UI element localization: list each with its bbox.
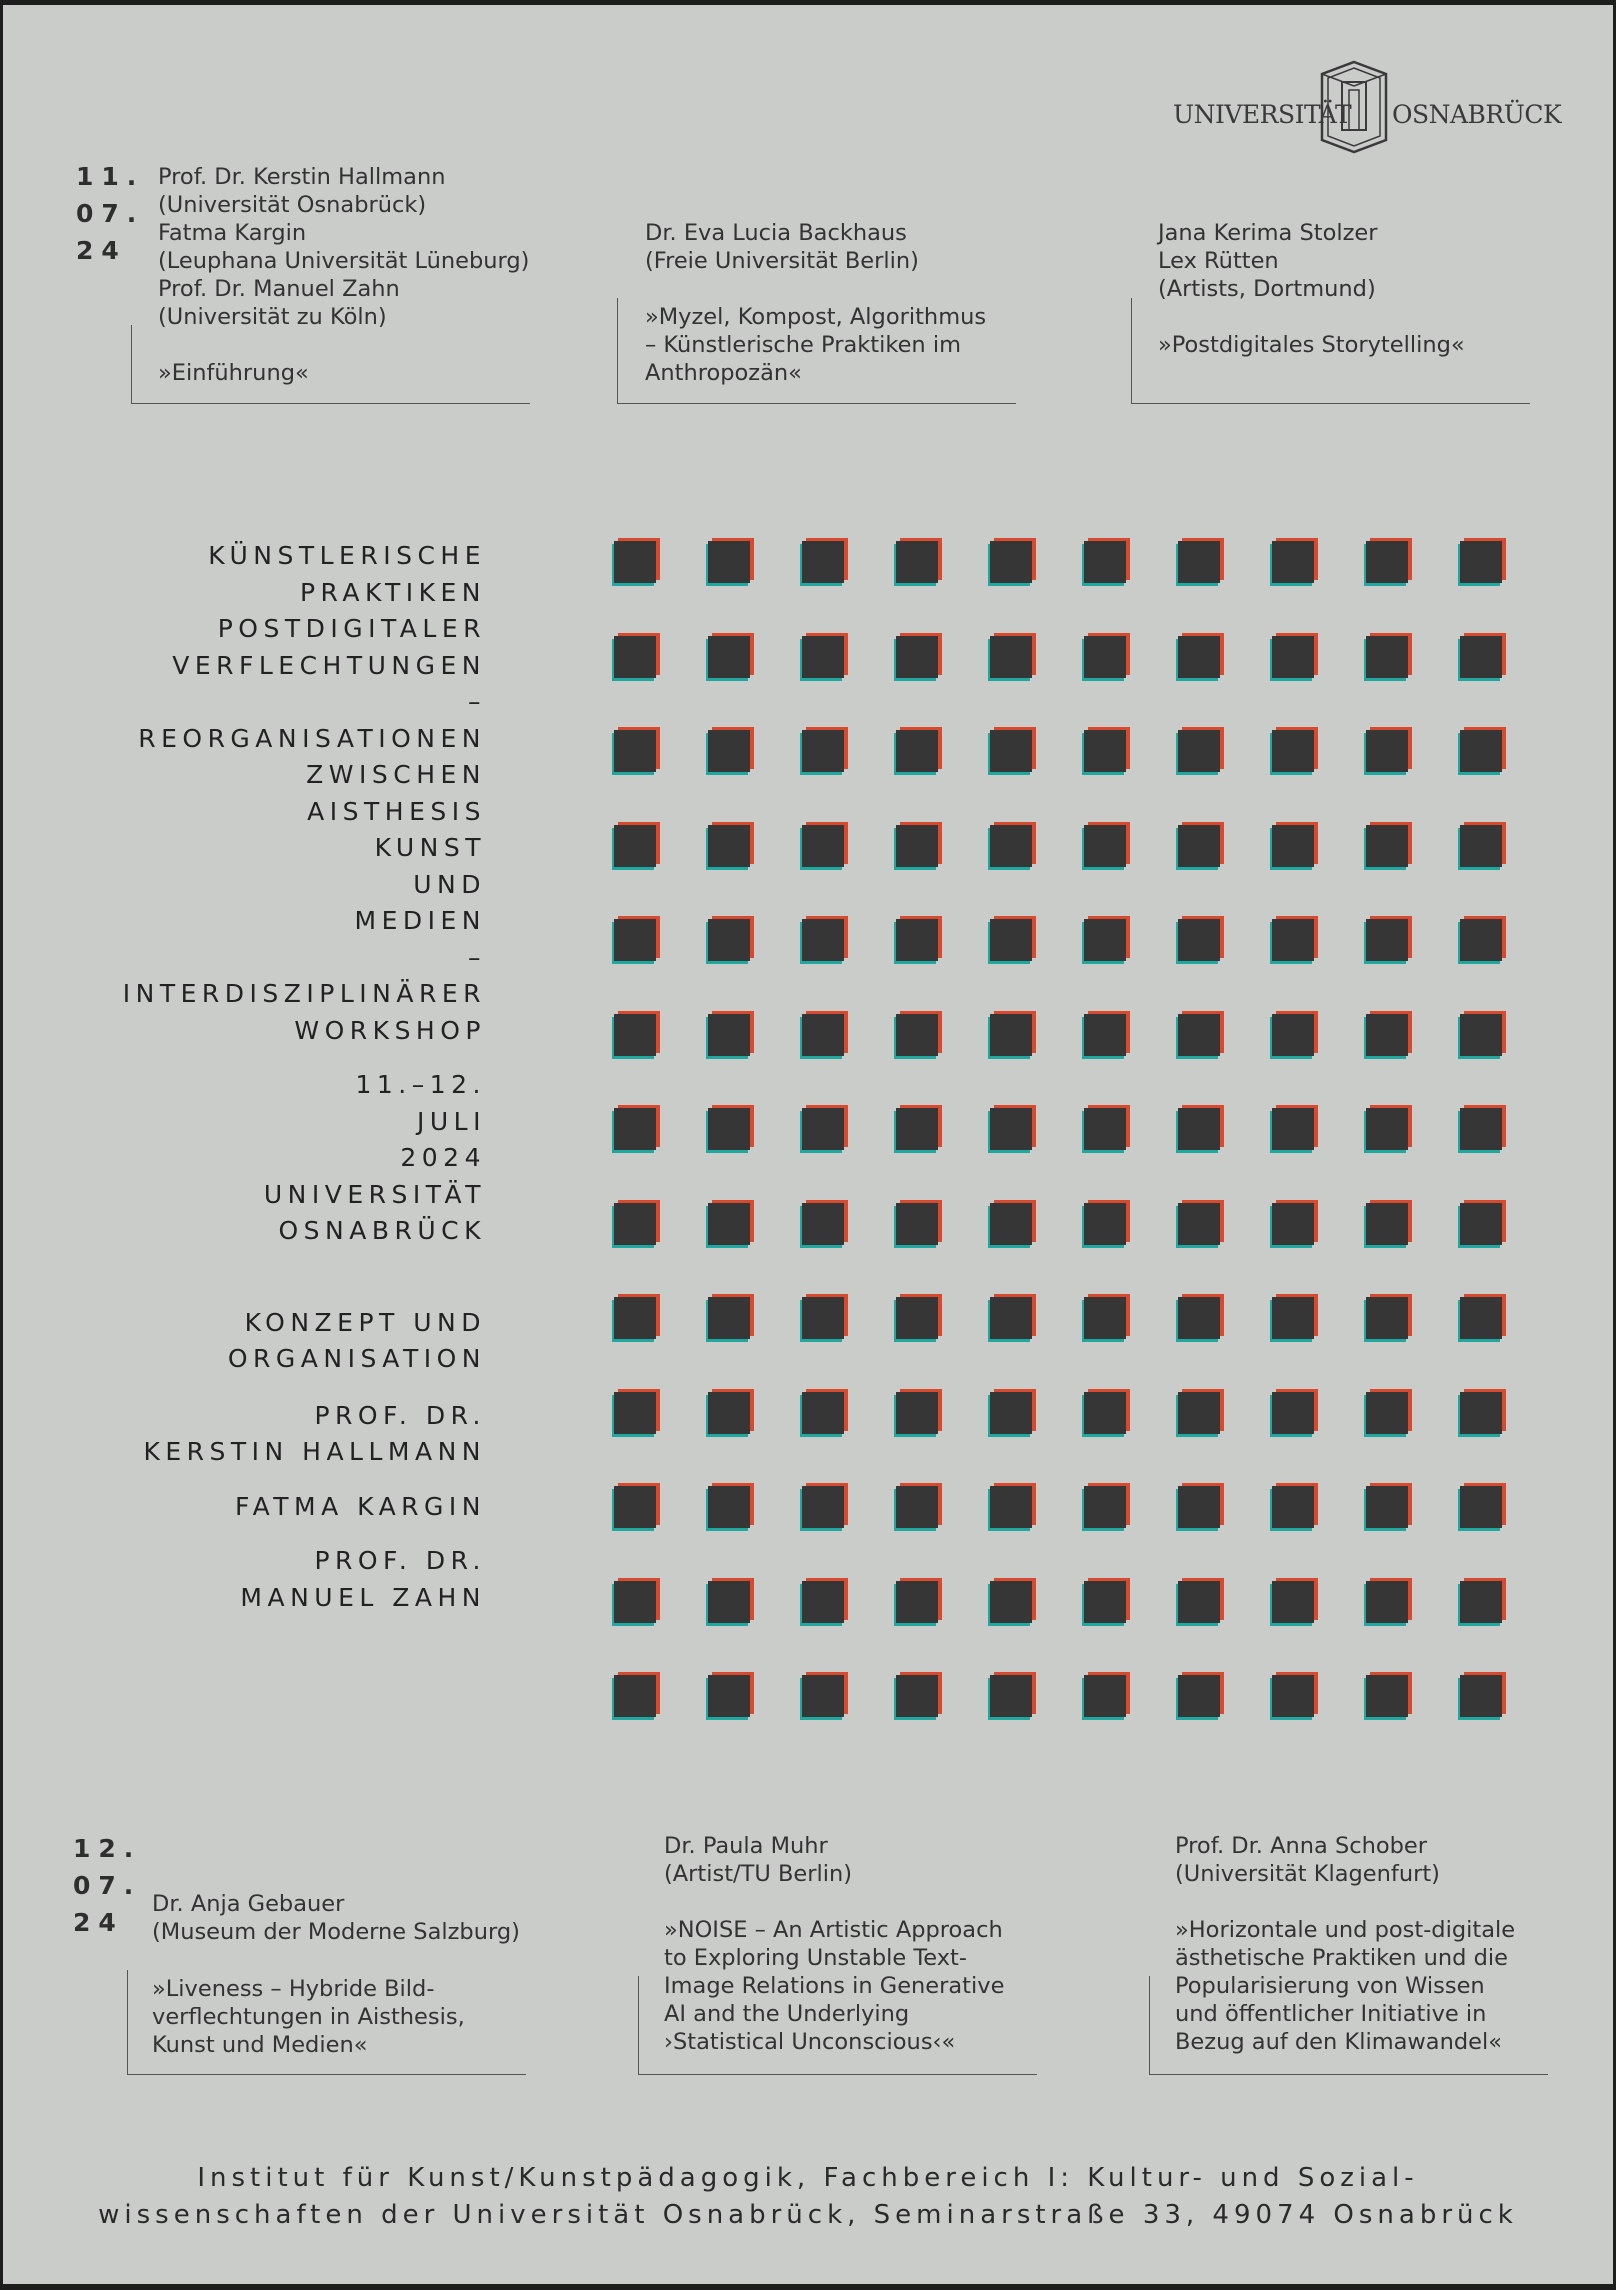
- title-line: PRAKTIKEN: [299, 577, 486, 607]
- pattern-square: [614, 541, 656, 583]
- talk-title: – Künstlerische Praktiken im: [645, 332, 962, 358]
- pattern-square: [1460, 730, 1502, 772]
- pattern-square: [1460, 1203, 1502, 1245]
- organizer-name: PROF. DR.: [314, 1546, 486, 1575]
- pattern-square: [1272, 1675, 1314, 1717]
- date-month: 07.: [73, 1871, 142, 1900]
- pattern-square: [1460, 1297, 1502, 1339]
- pattern-square: [802, 1581, 844, 1623]
- talk-title: »Myzel, Kompost, Algorithmus: [645, 304, 987, 330]
- session-bracket: [1149, 1976, 1548, 2075]
- concept-heading: ORGANISATION: [227, 1344, 486, 1373]
- pattern-square: [1366, 1108, 1408, 1150]
- pattern-square: [614, 1203, 656, 1245]
- day1-date: [76, 158, 144, 269]
- pattern-square: [896, 541, 938, 583]
- pattern-square: [990, 1392, 1032, 1434]
- speaker-line: (Universität Osnabrück): [158, 192, 427, 218]
- speaker-line: (Museum der Moderne Salzburg): [152, 1919, 520, 1945]
- pattern-square: [896, 1108, 938, 1150]
- pattern-square: [1084, 1108, 1126, 1150]
- session-bracket: [131, 325, 530, 404]
- talk-title: AI and the Underlying: [664, 2001, 910, 2027]
- talk-title: ›Statistical Unconscious‹«: [664, 2029, 956, 2055]
- pattern-square: [990, 1486, 1032, 1528]
- concept-heading: KONZEPT UND: [244, 1307, 486, 1337]
- speaker-line: Prof. Dr. Kerstin Hallmann: [158, 164, 446, 190]
- date-day: 12.: [73, 1834, 142, 1863]
- pattern-square: [1084, 541, 1126, 583]
- pattern-square: [1366, 1486, 1408, 1528]
- pattern-square: [1272, 636, 1314, 678]
- frame-top: [0, 0, 1616, 5]
- pattern-square: [708, 730, 750, 772]
- pattern-square: [1272, 1014, 1314, 1056]
- pattern-square: [1084, 636, 1126, 678]
- pattern-square: [614, 1297, 656, 1339]
- pattern-square: [614, 825, 656, 867]
- pattern-square: [802, 636, 844, 678]
- talk-title: und öffentlicher Initiative in: [1175, 2001, 1487, 2027]
- event-date-place: UNIVERSITÄT: [263, 1179, 486, 1209]
- pattern-square: [896, 730, 938, 772]
- speaker-line: Prof. Dr. Manuel Zahn: [158, 276, 400, 302]
- logo-text-right: OSNABRÜCK: [1392, 100, 1562, 129]
- pattern-square: [802, 541, 844, 583]
- pattern-square: [614, 1392, 656, 1434]
- pattern-square: [990, 636, 1032, 678]
- pattern-square: [614, 636, 656, 678]
- pattern-square: [1084, 919, 1126, 961]
- pattern-square: [1460, 1014, 1502, 1056]
- pattern-square: [614, 1581, 656, 1623]
- pattern-square: [1178, 636, 1220, 678]
- pattern-square: [1084, 730, 1126, 772]
- title-line: KÜNSTLERISCHE: [208, 541, 486, 570]
- pattern-square: [1178, 541, 1220, 583]
- pattern-square: [1178, 1486, 1220, 1528]
- pattern-square: [1272, 1203, 1314, 1245]
- pattern-square: [708, 919, 750, 961]
- pattern-square: [1178, 1203, 1220, 1245]
- pattern-square: [1366, 1297, 1408, 1339]
- pattern-square: [1460, 1675, 1502, 1717]
- session-bracket: [617, 298, 1016, 404]
- pattern-square: [802, 1108, 844, 1150]
- pattern-square: [1084, 1392, 1126, 1434]
- title-line: KUNST: [374, 833, 486, 862]
- pattern-square: [1178, 1392, 1220, 1434]
- pattern-square: [614, 1014, 656, 1056]
- pattern-square: [1460, 1486, 1502, 1528]
- title-line: ZWISCHEN: [306, 760, 486, 789]
- pattern-square: [1084, 825, 1126, 867]
- pattern-square: [1178, 825, 1220, 867]
- pattern-square: [990, 1675, 1032, 1717]
- pattern-square: [708, 1297, 750, 1339]
- pattern-square: [1272, 1392, 1314, 1434]
- pattern-square: [1272, 825, 1314, 867]
- pattern-square: [1178, 1297, 1220, 1339]
- pattern-square: [1272, 730, 1314, 772]
- talk-title: Image Relations in Generative: [664, 1973, 1005, 1999]
- pattern-square: [802, 1675, 844, 1717]
- pattern-square: [1272, 541, 1314, 583]
- pattern-square: [708, 1392, 750, 1434]
- pattern-square: [614, 919, 656, 961]
- pattern-square: [990, 1108, 1032, 1150]
- speaker-line: Dr. Paula Muhr: [664, 1833, 828, 1859]
- pattern-square: [708, 541, 750, 583]
- pattern-square: [1460, 919, 1502, 961]
- speaker-line: (Leuphana Universität Lüneburg): [158, 248, 530, 274]
- pattern-square: [1084, 1014, 1126, 1056]
- speaker-line: Fatma Kargin: [158, 220, 307, 246]
- title-line: INTERDISZIPLINÄRER: [122, 979, 486, 1008]
- pattern-square: [1460, 825, 1502, 867]
- footer-line: wissenschaften der Universität Osnabrück, Seminarstraße 33, 49074 Osnabrück: [98, 2200, 1518, 2230]
- pattern-square: [896, 1486, 938, 1528]
- pattern-square: [708, 1581, 750, 1623]
- pattern-square: [990, 1014, 1032, 1056]
- logo-text-left: UNIVERSITÄT: [1173, 100, 1352, 129]
- university-seal-icon: [1318, 60, 1390, 154]
- pattern-square: [1272, 1581, 1314, 1623]
- title-line: –: [468, 942, 486, 972]
- event-date-place: 11.–12.: [355, 1070, 486, 1099]
- date-day: 11.: [76, 162, 145, 191]
- pattern-square: [990, 1297, 1032, 1339]
- talk-title: verflechtungen in Aisthesis,: [152, 2004, 465, 2030]
- pattern-square: [896, 1581, 938, 1623]
- event-date-place: JULI: [417, 1106, 486, 1136]
- pattern-square: [1460, 1581, 1502, 1623]
- pattern-square: [802, 730, 844, 772]
- pattern-square: [1366, 636, 1408, 678]
- pattern-square: [1460, 636, 1502, 678]
- pattern-square: [802, 1297, 844, 1339]
- speaker-line: Lex Rütten: [1158, 248, 1279, 274]
- workshop-title: [123, 538, 486, 1616]
- pattern-square: [1366, 1392, 1408, 1434]
- pattern-square: [802, 1014, 844, 1056]
- pattern-square: [1460, 1392, 1502, 1434]
- pattern-square: [896, 1392, 938, 1434]
- pattern-square: [614, 1675, 656, 1717]
- pattern-square: [614, 1486, 656, 1528]
- pattern-square: [1366, 730, 1408, 772]
- pattern-square: [1272, 1297, 1314, 1339]
- frame-bottom: [0, 2284, 1616, 2290]
- talk-title: Anthropozän«: [645, 360, 802, 386]
- talk-title: Kunst und Medien«: [152, 2032, 368, 2058]
- pattern-square: [896, 825, 938, 867]
- pattern-square: [1460, 541, 1502, 583]
- talk-title: »Einführung«: [158, 360, 309, 386]
- speaker-line: (Universität zu Köln): [158, 304, 387, 330]
- session-bracket: [638, 1976, 1037, 2075]
- pattern-square: [1272, 919, 1314, 961]
- pattern-square: [1084, 1297, 1126, 1339]
- speaker-line: (Freie Universität Berlin): [645, 248, 919, 274]
- pattern-square: [802, 1203, 844, 1245]
- pattern-square: [1366, 1581, 1408, 1623]
- pattern-square: [708, 825, 750, 867]
- title-line: AISTHESIS: [307, 796, 486, 826]
- pattern-square: [1178, 1108, 1220, 1150]
- title-line: POSTDIGITALER: [217, 614, 486, 643]
- pattern-grid: [614, 541, 1554, 1770]
- event-date-place: OSNABRÜCK: [278, 1216, 486, 1245]
- title-line: VERFLECHTUNGEN: [172, 650, 486, 680]
- organizer-name: FATMA KARGIN: [234, 1491, 486, 1521]
- pattern-square: [990, 825, 1032, 867]
- talk-title: »NOISE – An Artistic Approach: [664, 1917, 1003, 1943]
- pattern-square: [1366, 1014, 1408, 1056]
- title-line: MEDIEN: [354, 906, 486, 935]
- pattern-square: [1084, 1203, 1126, 1245]
- pattern-square: [614, 730, 656, 772]
- pattern-square: [990, 541, 1032, 583]
- talk-title: Popularisierung von Wissen: [1175, 1973, 1485, 1999]
- pattern-square: [990, 919, 1032, 961]
- pattern-square: [1366, 541, 1408, 583]
- pattern-square: [1178, 1675, 1220, 1717]
- title-line: UND: [413, 869, 486, 899]
- pattern-square: [1460, 1108, 1502, 1150]
- date-year: 24: [76, 236, 127, 265]
- pattern-square: [990, 1203, 1032, 1245]
- pattern-square: [1178, 730, 1220, 772]
- pattern-square: [802, 919, 844, 961]
- pattern-square: [1178, 1581, 1220, 1623]
- pattern-square: [708, 1014, 750, 1056]
- session-liveness: [152, 1890, 520, 1946]
- pattern-square: [708, 1203, 750, 1245]
- pattern-square: [708, 1486, 750, 1528]
- speaker-line: Dr. Anja Gebauer: [152, 1891, 345, 1917]
- pattern-square: [708, 1108, 750, 1150]
- pattern-square: [1178, 1014, 1220, 1056]
- organizer-name: MANUEL ZAHN: [240, 1582, 486, 1612]
- footer-address: [0, 2160, 1616, 2234]
- pattern-square: [1178, 919, 1220, 961]
- organizer-name: PROF. DR.: [314, 1400, 486, 1430]
- pattern-square: [1084, 1675, 1126, 1717]
- pattern-square: [802, 825, 844, 867]
- talk-title: Bezug auf den Klimawandel«: [1175, 2029, 1502, 2055]
- speaker-line: (Universität Klagenfurt): [1175, 1861, 1440, 1887]
- pattern-square: [990, 1581, 1032, 1623]
- title-line: –: [468, 687, 486, 716]
- talk-title: »Liveness – Hybride Bild-: [152, 1976, 435, 2002]
- pattern-square: [990, 730, 1032, 772]
- speaker-line: (Artists, Dortmund): [1158, 276, 1376, 302]
- frame-left: [0, 0, 3, 2290]
- talk-title: to Exploring Unstable Text-: [664, 1945, 967, 1971]
- pattern-square: [896, 1014, 938, 1056]
- pattern-square: [708, 636, 750, 678]
- pattern-square: [1272, 1486, 1314, 1528]
- pattern-square: [896, 636, 938, 678]
- talk-title: »Postdigitales Storytelling«: [1158, 332, 1465, 358]
- talk-title: »Horizontale und post-digitale: [1175, 1917, 1516, 1943]
- pattern-square: [1084, 1581, 1126, 1623]
- pattern-square: [1366, 1675, 1408, 1717]
- pattern-square: [802, 1486, 844, 1528]
- organizer-name: KERSTIN HALLMANN: [143, 1437, 486, 1466]
- pattern-square: [1366, 919, 1408, 961]
- title-line: WORKSHOP: [294, 1015, 486, 1045]
- pattern-square: [1084, 1486, 1126, 1528]
- pattern-square: [896, 1203, 938, 1245]
- pattern-square: [1366, 1203, 1408, 1245]
- talk-title: ästhetische Praktiken und die: [1175, 1945, 1508, 1971]
- event-date-place: 2024: [400, 1143, 486, 1172]
- pattern-square: [708, 1675, 750, 1717]
- pattern-square: [896, 1297, 938, 1339]
- speaker-line: (Artist/TU Berlin): [664, 1861, 853, 1887]
- session-bracket: [1131, 298, 1530, 404]
- pattern-square: [614, 1108, 656, 1150]
- day2-date: [73, 1830, 141, 1941]
- title-line: REORGANISATIONEN: [138, 723, 486, 753]
- pattern-square: [802, 1392, 844, 1434]
- pattern-square: [896, 1675, 938, 1717]
- session-bracket: [127, 1970, 526, 2075]
- pattern-square: [1366, 825, 1408, 867]
- pattern-square: [896, 919, 938, 961]
- speaker-line: Dr. Eva Lucia Backhaus: [645, 220, 907, 246]
- date-year: 24: [73, 1908, 124, 1937]
- date-month: 07.: [76, 199, 145, 228]
- pattern-square: [1272, 1108, 1314, 1150]
- speaker-line: Prof. Dr. Anna Schober: [1175, 1833, 1428, 1859]
- university-logo: [1170, 60, 1562, 156]
- footer-line: Institut für Kunst/Kunstpädagogik, Fachbereich I: Kultur- und Sozial-: [197, 2163, 1419, 2193]
- speaker-line: Jana Kerima Stolzer: [1158, 220, 1378, 246]
